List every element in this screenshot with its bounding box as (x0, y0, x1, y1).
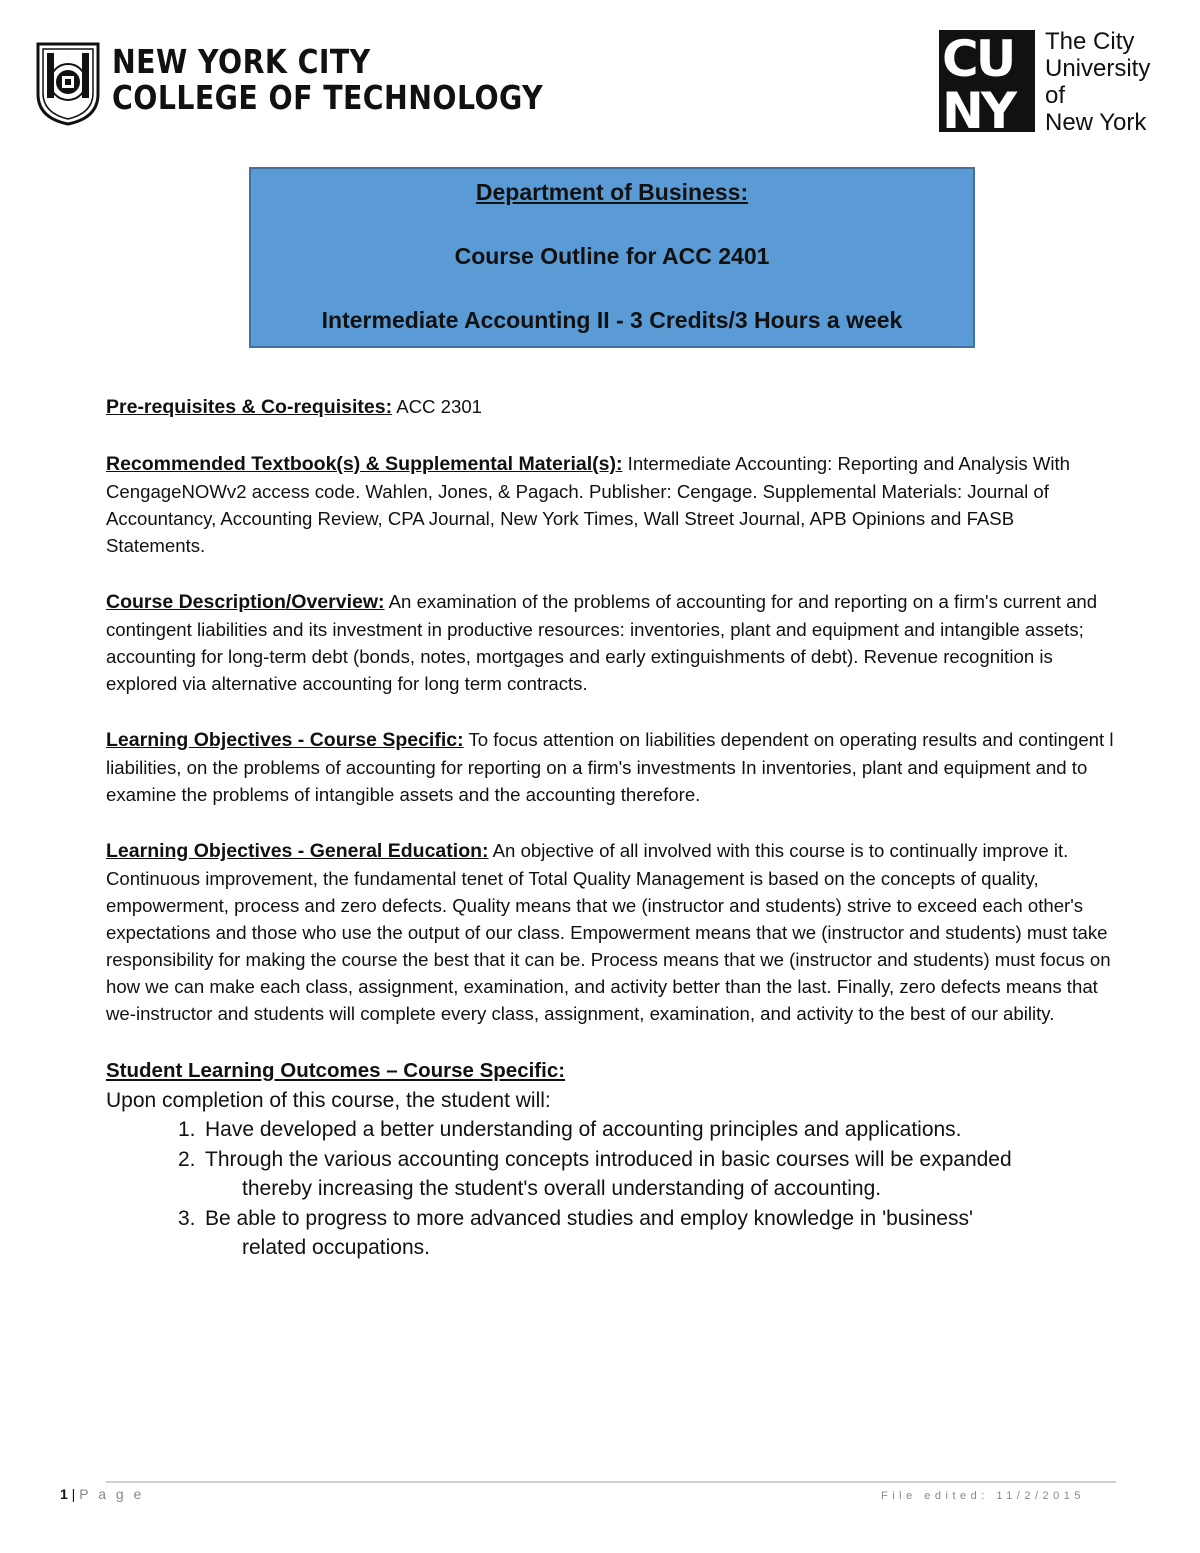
textbooks-text: Intermediate Accounting: Reporting and Analysis With CengageNOWv2 access code. Wahlen, Jones, & Pagach. Publisher: Cengage. Supplemental Materials: Journal of Accountancy, Accounting Review, CPA Journal, New York Times, Wall Street Journal, APB Opinions and FASB Statements. (106, 453, 1071, 556)
list-item-text: Through the various accounting concepts introduced in basic courses will be expanded (205, 1147, 1012, 1171)
cuny-letters-top: CU (942, 30, 1014, 88)
course-title-box (249, 167, 975, 348)
footer-separator: | (67, 1486, 80, 1502)
cuny-name-line2: University (1045, 55, 1151, 82)
objectives-course-label: Learning Objectives - Course Specific: (106, 729, 464, 751)
prerequisites-label: Pre-requisites & Co-requisites: (106, 396, 393, 418)
page-number: 1 (60, 1486, 68, 1502)
outcomes-list (106, 1115, 1116, 1263)
list-item-continuation: related occupations. (242, 1236, 430, 1259)
cuny-name-line4: New York (1045, 109, 1147, 136)
course-outline-heading: Course Outline for ACC 2401 (454, 243, 770, 269)
college-name-line2: COLLEGE OF TECHNOLOGY (112, 78, 544, 117)
file-edited-footer: File edited: 11/2/2015 (881, 1490, 1085, 1502)
objectives-course-text: To focus attention on liabilities dependent on operating results and contingent l liabilities, on the problems of accounting for reporting on a firm's investments In inventories, plant and equipment and to examine the problems of intangible assets and the accounting therefore. (106, 729, 1114, 805)
cuny-logo-icon (939, 30, 1035, 132)
description-section (106, 588, 1116, 697)
cuny-name-line1: The City (1045, 28, 1135, 55)
list-item (178, 1204, 1116, 1263)
list-item (178, 1115, 1116, 1145)
cuny-letters-bottom: NY (942, 82, 1015, 132)
outcomes-intro: Upon completion of this course, the student will: (106, 1088, 551, 1112)
college-name (112, 44, 543, 116)
textbooks-label: Recommended Textbook(s) & Supplemental Material(s): (106, 453, 623, 475)
college-seal-icon (34, 40, 102, 126)
list-item-number: 1. (178, 1118, 196, 1141)
page-header (34, 28, 1164, 138)
objectives-general-label: Learning Objectives - General Education: (106, 840, 489, 862)
objectives-course-section (106, 726, 1116, 808)
college-name-line1: NEW YORK CITY (112, 42, 371, 81)
textbooks-section (106, 450, 1116, 559)
list-item-text: Be able to progress to more advanced studies and employ knowledge in 'business' (205, 1206, 973, 1230)
description-label: Course Description/Overview: (106, 591, 385, 613)
outcomes-section (106, 1056, 1116, 1263)
list-item-continuation: thereby increasing the student's overall understanding of accounting. (242, 1177, 882, 1200)
cuny-name (1045, 28, 1150, 136)
prerequisites-text: ACC 2301 (392, 396, 483, 417)
page-label: P a g e (79, 1486, 145, 1502)
list-item-number: 2. (178, 1147, 196, 1171)
list-item (178, 1145, 1116, 1204)
page-number-footer (60, 1486, 144, 1502)
outcomes-label: Student Learning Outcomes – Course Specific: (106, 1059, 566, 1082)
footer-divider (106, 1481, 1116, 1483)
objectives-general-text: An objective of all involved with this course is to continually improve it. Continuous improvement, the fundamental tenet of Total Quality Management is based on the concepts of quality, empowerment, process and zero defects. Quality means that we (instructor and students) strive to exceed each other's expectations and those who use the output of our class. Empowerment means that we (instructor and students) must take responsibility for making the course the best that it can be. Process means that we (instructor and students) must focus on how we can make each class, assignment, examination, and activity better than the last. Finally, zero defects means that we-instructor and students will complete every class, assignment, examination, and activity to the best of our ability. (106, 840, 1111, 1024)
list-item-text: Have developed a better understanding of accounting principles and applications. (205, 1118, 962, 1141)
course-title-heading: Intermediate Accounting II - 3 Credits/3 Hours a week (321, 307, 903, 333)
list-item-number: 3. (178, 1206, 196, 1230)
cuny-name-line3: of (1045, 82, 1066, 109)
objectives-general-section (106, 837, 1116, 1027)
prerequisites-section (106, 393, 1116, 421)
document-body (106, 393, 1116, 1263)
description-text: An examination of the problems of accounting for and reporting on a firm's current and contingent liabilities and its investment in productive resources: inventories, plant and equipment and intangible assets; accounting for long-term debt (bonds, notes, mortgages and early extinguishments of debt). Revenue recognition is explored via alternative accounting for long term contracts. (106, 591, 1098, 694)
department-heading: Department of Business: (475, 179, 749, 205)
